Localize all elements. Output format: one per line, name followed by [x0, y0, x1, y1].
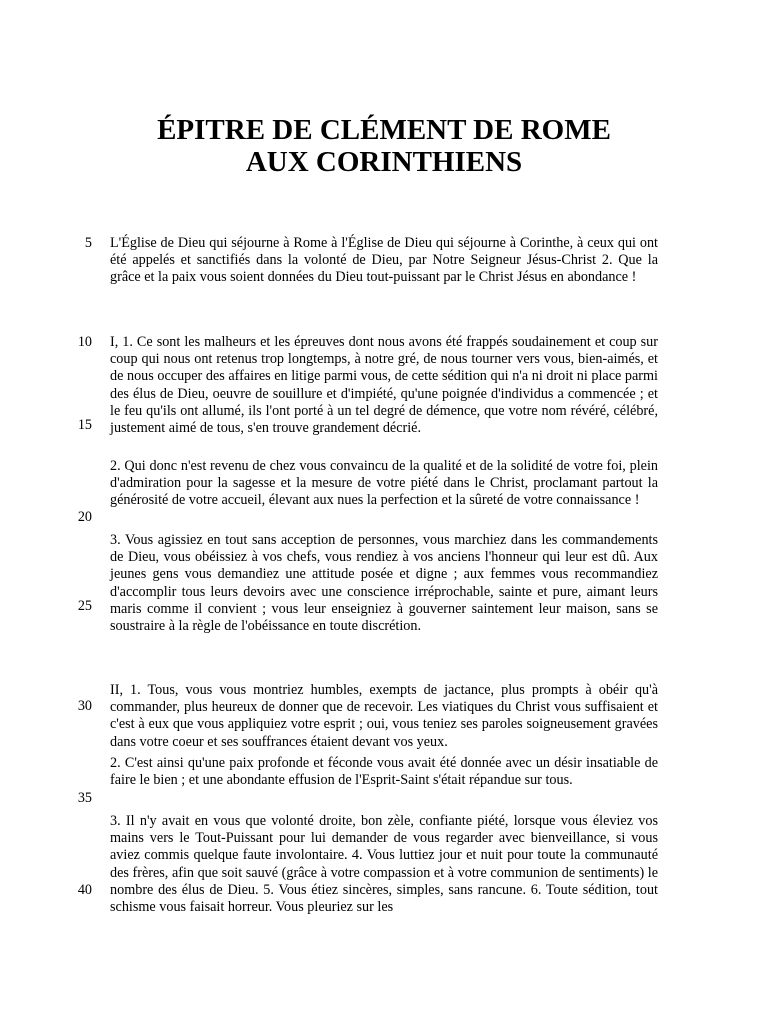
- line-number: 40: [77, 882, 92, 898]
- title-line-2: AUX CORINTHIENS: [245, 146, 523, 178]
- document-title: [0, 114, 768, 178]
- paragraph-salutation: L'Église de Dieu qui séjourne à Rome à l'Église de Dieu qui séjourne à Corinthe, à ceux qui ont été appelés et sanctifiés dans la volonté de Dieu, par Notre Seigneur Jésus-Christ 2. Que la grâce et la paix vous soient données du Dieu tout-puissant par le Christ Jésus en abondance !: [110, 235, 658, 286]
- paragraph-chapter-2-verse-2: 2. C'est ainsi qu'une paix profonde et féconde vous avait été donnée avec un désir insatiable de faire le bien ; et une abondante effusion de l'Esprit-Saint s'était répandue sur tous.: [110, 755, 658, 789]
- line-number: 20: [77, 509, 92, 525]
- line-number: 15: [77, 417, 92, 433]
- line-number: 30: [77, 698, 92, 714]
- paragraph-chapter-2-verse-1: II, 1. Tous, vous vous montriez humbles, exempts de jactance, plus prompts à obéir qu'à commander, plus heureux de donner que de recevoir. Les viatiques du Christ vous suffisaient et c'est à eux que vous appliquiez votre esprit ; oui, vous teniez ses paroles soigneusement gravées dans votre coeur et ses souffrances étaient devant vos yeux.: [110, 682, 658, 750]
- paragraph-chapter-1-verse-2: 2. Qui donc n'est revenu de chez vous convaincu de la qualité et de la solidité de votre foi, plein d'admiration pour la sagesse et la mesure de votre piété dans le Christ, proclamant partout la générosité de votre accueil, élevant aux nues la perfection et la sûreté de votre connaissance !: [110, 458, 658, 509]
- title-line-1: ÉPITRE DE CLÉMENT DE ROME: [157, 114, 611, 146]
- line-number: 35: [77, 790, 92, 806]
- line-number: 25: [77, 598, 92, 614]
- line-number: 5: [84, 235, 92, 251]
- paragraph-chapter-1-verse-3: 3. Vous agissiez en tout sans acception de personnes, vous marchiez dans les commandements de Dieu, vous obéissiez à vos chefs, vous rendiez à vos anciens l'honneur qui leur est dû. Aux jeunes gens vous demandiez une attitude posée et digne ; aux femmes vous recommandiez d'accomplir tous leurs devoirs avec une conscience irréprochable, sainte et pure, aimant leurs maris comme il convient ; vous leur enseigniez à gouverner saintement leur maison, sans se soustraire à la règle de l'obéissance en toute discrétion.: [110, 532, 658, 635]
- line-number: 10: [77, 334, 92, 350]
- paragraph-chapter-2-verse-3: 3. Il n'y avait en vous que volonté droite, bon zèle, confiante piété, lorsque vous éleviez vos mains vers le Tout-Puissant pour lui demander de vous regarder avec bienveillance, si vous aviez commis quelque faute involontaire. 4. Vous luttiez jour et nuit pour toute la communauté des frères, afin que soit sauvé (grâce à votre compassion et à votre communion de sentiments) le nombre des élus de Dieu. 5. Vous étiez sincères, simples, sans rancune. 6. Toute sédition, tout schisme vous faisait horreur. Vous pleuriez sur les: [110, 813, 658, 916]
- paragraph-chapter-1-verse-1: I, 1. Ce sont les malheurs et les épreuves dont nous avons été frappés soudainement et coup sur coup qui nous ont retenus trop longtemps, à notre gré, de nous tourner vers vous, bien-aimés, et de nous occuper des affaires en litige parmi vous, de cette sédition qui n'a ni droit ni place parmi des élus de Dieu, oeuvre de souillure et d'impiété, qu'une poignée d'individus a commencée ; et le feu qu'ils ont allumé, ils l'ont porté à un tel degré de démence, que votre nom révéré, célébré, justement aimé de tous, s'en trouve grandement décrié.: [110, 334, 658, 437]
